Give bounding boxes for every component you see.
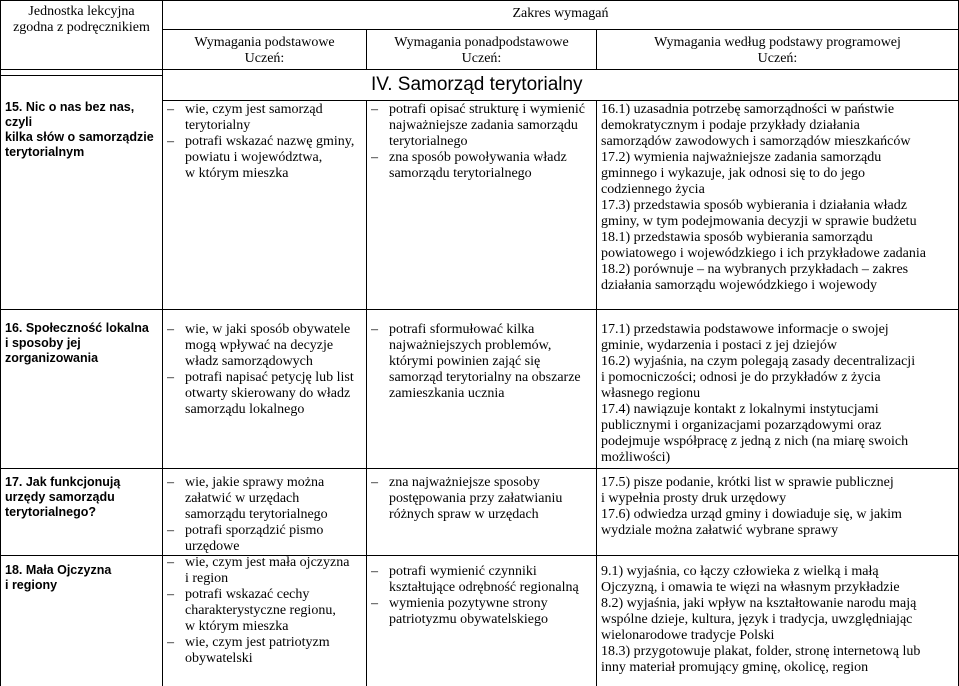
requirement-item <box>371 150 595 182</box>
core-15 <box>601 102 957 308</box>
table-divider <box>162 0 163 686</box>
dash-bullet: – <box>167 475 174 490</box>
requirement-line: mogą wpływać na decyzje <box>185 338 334 353</box>
table-divider <box>366 100 367 686</box>
core-requirement-line: publicznymi i organizacjami pozarządowymi oraz <box>601 418 882 433</box>
table-divider <box>0 69 959 70</box>
core-requirement-line: codziennego życia <box>601 182 705 197</box>
core-requirement-line: gminie, wydarzenia i postaci z jej dziejów <box>601 338 837 353</box>
requirement-line: samorządu terytorialnego <box>185 507 328 522</box>
core-requirement-line: 17.6) odwiedza urząd gminy i dowiaduje się, w jakim <box>601 507 902 522</box>
requirement-line: kształtujące odrębność regionalną <box>389 580 579 595</box>
core-requirement-line: 18.2) porównuje – na wybranych przykładach – zakres <box>601 262 909 277</box>
requirement-line: wie, jakie sprawy można <box>185 475 325 490</box>
requirement-line: samorządu terytorialnego <box>389 166 532 181</box>
requirement-item <box>371 102 595 150</box>
dash-bullet: – <box>371 596 378 611</box>
core-17 <box>601 475 957 554</box>
requirement-line: w którym mieszka <box>185 619 289 634</box>
requirement-line: potrafi napisać petycję lub list <box>185 370 354 385</box>
basic-15 <box>167 102 365 308</box>
core-requirement-line: 18.3) przygotowuje plakat, folder, stronę internetową lub <box>601 644 921 659</box>
requirement-line: potrafi sformułować kilka <box>389 322 535 337</box>
dash-bullet: – <box>371 322 378 337</box>
requirement-line: w którym mieszka <box>185 166 289 181</box>
core-requirement-line: własnego regionu <box>601 386 701 401</box>
core-requirement-line: wspólne dzieje, kultura, język i tradycja, uwzględniając <box>601 612 913 627</box>
requirement-item <box>371 322 595 402</box>
basic-17 <box>167 475 365 555</box>
requirement-line: potrafi wskazać cechy <box>185 587 310 602</box>
dash-bullet: – <box>167 370 174 385</box>
core-requirement-line: powiatowego i wojewódzkiego i ich przykładowe zadania <box>601 246 927 261</box>
dash-bullet: – <box>371 150 378 165</box>
requirement-line: zna sposób powoływania władz <box>389 150 567 165</box>
requirement-line: potrafi wskazać nazwę gminy, <box>185 134 355 149</box>
requirement-item <box>167 102 365 134</box>
requirement-line: najważniejsze zadania samorządu <box>389 118 578 133</box>
requirement-line: terytorialny <box>185 118 251 133</box>
header-core-line: Wymagania według podstawy programowej <box>654 35 901 50</box>
header-lesson-line: Jednostka lekcyjna <box>28 4 135 19</box>
header-basic-line: Uczeń: <box>244 51 285 66</box>
dash-bullet: – <box>167 555 174 570</box>
lesson-title-line: 16. Społeczność lokalna <box>5 321 149 335</box>
core-requirement-line: wydziale można załatwić wybrane sprawy <box>601 523 839 538</box>
requirement-item <box>167 523 365 555</box>
requirement-line: różnych spraw w urzędach <box>389 507 539 522</box>
core-requirement-line: 17.3) przedstawia sposób wybierania i działania władz <box>601 198 907 213</box>
dash-bullet: – <box>371 475 378 490</box>
lesson-18 <box>1 563 162 685</box>
dash-bullet: – <box>371 102 378 117</box>
basic-18 <box>167 555 365 686</box>
basic-16 <box>167 322 365 467</box>
lesson-title-line: 15. Nic o nas bez nas, czyli <box>5 100 135 129</box>
requirement-line: potrafi opisać strukturę i wymienić <box>389 102 585 117</box>
table-divider <box>596 100 597 686</box>
core-requirement-line: działania samorządu wojewódzkiego i wojewody <box>601 278 878 293</box>
requirement-line: którymi powinien zająć się <box>389 354 541 369</box>
core-requirement-line: demokratycznym i podaje przykłady działania <box>601 118 860 133</box>
lesson-title-line: i sposoby jej <box>5 336 81 350</box>
table-divider <box>0 468 959 469</box>
table-divider <box>0 75 162 76</box>
requirement-line: i region <box>185 571 229 586</box>
header-core-line: Uczeń: <box>757 51 798 66</box>
requirement-line: wie, w jaki sposób obywatele <box>185 322 351 337</box>
header-basic <box>163 35 366 69</box>
dash-bullet: – <box>167 102 174 117</box>
requirement-line: wymienia pozytywne strony <box>389 596 548 611</box>
lesson-title-line: kilka słów o samorządzie <box>5 130 154 144</box>
core-requirement-line: 8.2) wyjaśnia, jaki wpływ na kształtowanie narodu mają <box>601 596 917 611</box>
requirement-line: wie, czym jest patriotyzm <box>185 635 330 650</box>
table-divider <box>162 29 959 30</box>
core-requirement-line: 17.5) pisze podanie, krótki list w sprawie publicznej <box>601 475 894 490</box>
header-basic-line: Wymagania podstawowe <box>194 35 335 50</box>
dash-bullet: – <box>167 322 174 337</box>
requirement-line: urzędowe <box>185 539 240 554</box>
requirement-item <box>371 596 595 628</box>
requirement-line: wie, czym jest mała ojczyzna <box>185 555 350 570</box>
requirement-line: zamieszkania ucznia <box>389 386 505 401</box>
requirement-line: zna najważniejsze sposoby <box>389 475 540 490</box>
table-divider <box>162 100 959 101</box>
core-requirement-line: samorządów zawodowych i samorządów mieszkańców <box>601 134 911 149</box>
core-requirement-line: 16.1) uzasadnia potrzebę samorządności w państwie <box>601 102 895 117</box>
lesson-title-line: terytorialnym <box>5 145 85 159</box>
requirement-item <box>371 564 595 596</box>
header-core <box>597 35 958 69</box>
lesson-15 <box>1 100 162 308</box>
core-requirement-line: Ojczyzną, i omawia te więzi na własnym przykładzie <box>601 580 900 595</box>
extended-17 <box>371 475 595 554</box>
lesson-title-line: i regiony <box>5 578 58 592</box>
requirement-line: potrafi wymienić czynniki <box>389 564 537 579</box>
header-extended-line: Uczeń: <box>461 51 502 66</box>
core-requirement-line: gminnego i wykazuje, jak odnosi się to do jego <box>601 166 866 181</box>
dash-bullet: – <box>371 564 378 579</box>
section-title-text: IV. Samorząd terytorialny <box>371 74 583 95</box>
requirement-line: wie, czym jest samorząd <box>185 102 323 117</box>
header-lesson-line: zgodna z podręcznikiem <box>13 20 150 35</box>
core-requirement-line: 18.1) przedstawia sposób wybierania samorządu <box>601 230 873 245</box>
requirement-line: potrafi sporządzić pismo <box>185 523 324 538</box>
requirement-line: otwarty skierowany do władz <box>185 386 351 401</box>
requirement-line: obywatelski <box>185 651 253 666</box>
lesson-17 <box>1 475 162 554</box>
requirement-item <box>167 555 365 587</box>
table-divider <box>0 555 959 556</box>
core-requirement-line: 17.1) przedstawia podstawowe informacje o swojej <box>601 322 889 337</box>
header-lesson <box>1 4 162 68</box>
core-16 <box>601 322 957 467</box>
table-border-top <box>0 0 959 1</box>
core-requirement-line: 17.4) nawiązuje kontakt z lokalnymi instytucjami <box>601 402 879 417</box>
lesson-title-line: zorganizowania <box>5 351 99 365</box>
requirement-line: charakterystyczne regionu, <box>185 603 336 618</box>
header-scope <box>163 6 958 28</box>
requirement-item <box>167 587 365 635</box>
requirement-line: powiatu i województwa, <box>185 150 323 165</box>
extended-15 <box>371 102 595 308</box>
core-18 <box>601 564 957 685</box>
requirement-line: najważniejszych problemów, <box>389 338 552 353</box>
core-requirement-line: możliwości) <box>601 450 671 465</box>
table-divider <box>0 309 959 310</box>
core-requirement-line: 16.2) wyjaśnia, na czym polegają zasady decentralizacji <box>601 354 916 369</box>
core-requirement-line: 17.2) wymienia najważniejsze zadania samorządu <box>601 150 882 165</box>
lesson-title-line: 18. Mała Ojczyzna <box>5 563 112 577</box>
requirement-item <box>167 635 365 667</box>
lesson-title-line: 17. Jak funkcjonują <box>5 475 121 489</box>
lesson-16 <box>1 321 162 467</box>
requirement-line: samorząd terytorialny na obszarze <box>389 370 581 385</box>
requirement-line: władz samorządowych <box>185 354 313 369</box>
requirement-line: postępowania przy załatwianiu <box>389 491 563 506</box>
dash-bullet: – <box>167 635 174 650</box>
requirement-line: patriotyzmu obywatelskiego <box>389 612 549 627</box>
core-requirement-line: 9.1) wyjaśnia, co łączy człowieka z wielką i małą <box>601 564 879 579</box>
dash-bullet: – <box>167 587 174 602</box>
dash-bullet: – <box>167 134 174 149</box>
core-requirement-line: gminy, w tym podejmowania decyzji w sprawie budżetu <box>601 214 917 229</box>
dash-bullet: – <box>167 523 174 538</box>
requirement-item <box>167 370 365 418</box>
requirement-line: załatwić w urzędach <box>185 491 300 506</box>
requirement-line: terytorialnego <box>389 134 468 149</box>
core-requirement-line: inny materiał promujący gminę, okolicę, region <box>601 660 869 675</box>
header-scope-text: Zakres wymagań <box>512 6 609 21</box>
lesson-title-line: terytorialnego? <box>5 505 96 519</box>
header-extended <box>367 35 596 69</box>
requirement-item <box>167 475 365 523</box>
lesson-title-line: urzędy samorządu <box>5 490 115 504</box>
core-requirement-line: podejmuje współpracę z jedną z nich (na miarę swoich <box>601 434 909 449</box>
requirement-line: samorządu lokalnego <box>185 402 305 417</box>
requirement-item <box>167 322 365 370</box>
section-title <box>371 74 671 98</box>
requirement-item <box>167 134 365 182</box>
extended-16 <box>371 322 595 467</box>
extended-18 <box>371 564 595 685</box>
core-requirement-line: i pomocniczości; odnosi je do przykładów z życia <box>601 370 881 385</box>
header-extended-line: Wymagania ponadpodstawowe <box>394 35 569 50</box>
requirement-item <box>371 475 595 523</box>
core-requirement-line: wielonarodowe tradycje Polski <box>601 628 775 643</box>
core-requirement-line: i wypełnia prosty druk urzędowy <box>601 491 787 506</box>
